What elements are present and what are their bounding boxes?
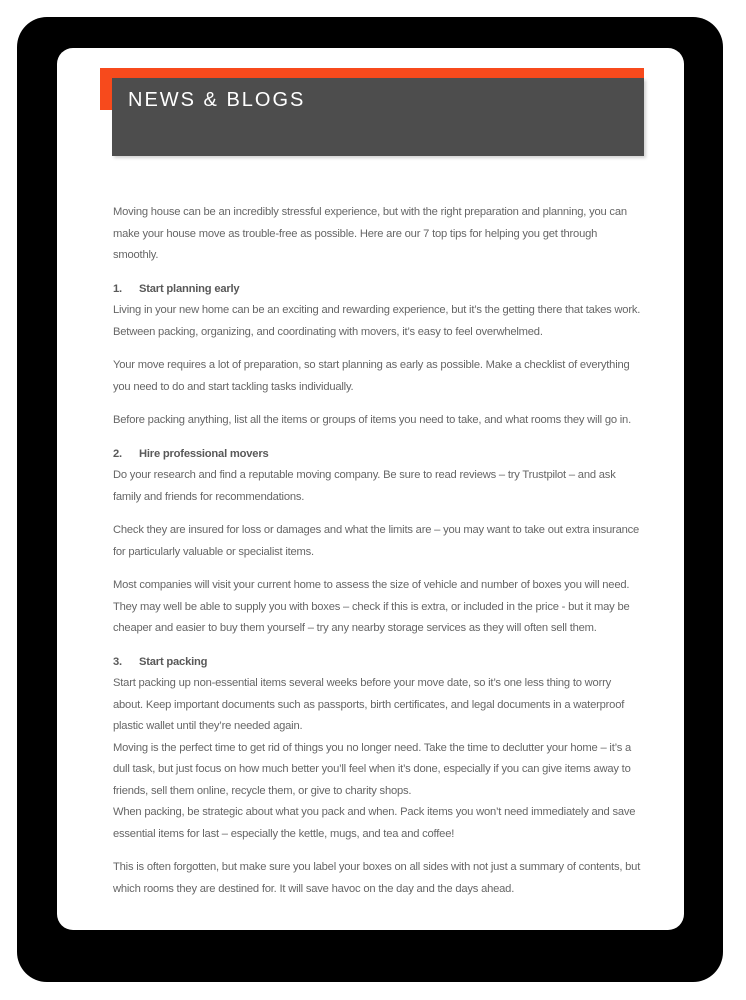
article-body (113, 202, 643, 900)
paragraph: Most companies will visit your current home to assess the size of vehicle and number of boxes you will need. They may well be able to supply you with boxes – check if this is extra, or included in the price - but it may be cheaper and easier to buy them yourself – try any nearby storage services as they will often sell them. (113, 579, 630, 634)
intro-paragraph: Moving house can be an incredibly stressful experience, but with the right preparation and planning, you can make your house move as trouble-free as possible. Here are our 7 top tips for helping you get through smoothly. (113, 206, 627, 261)
page-title: NEWS & BLOGS (128, 89, 306, 111)
paragraph: Before packing anything, list all the items or groups of items you need to take, and what rooms they will go in. (113, 414, 631, 426)
paragraph: Start packing up non-essential items several weeks before your move date, so it’s one less thing to worry about. Keep important documents such as passports, birth certificates, and legal documents in a waterproof plastic wallet until they’re needed again. (113, 677, 625, 732)
paragraph: Check they are insured for loss or damages and what the limits are – you may want to take out extra insurance for particularly valuable or specialist items. (113, 524, 640, 558)
section-1-title: Start planning early (139, 282, 240, 295)
section-2-title: Hire professional movers (139, 447, 269, 460)
paragraph: Your move requires a lot of preparation, so start planning as early as possible. Make a checklist of everything you need to do and start tackling tasks individually. (113, 359, 630, 393)
paragraph: Do your research and find a reputable moving company. Be sure to read reviews – try Trustpilot – and ask family and friends for recommendations. (113, 469, 616, 503)
header-banner (112, 78, 644, 156)
paragraph: When packing, be strategic about what you pack and when. Pack items you won’t need immediately and save essential items for last – especially the kettle, mugs, and tea and coffee! (113, 806, 636, 840)
paragraph: This is often forgotten, but make sure you label your boxes on all sides with not just a summary of contents, but which rooms they are destined for. It will save havoc on the day and the days ahead. (113, 861, 641, 895)
section-2-number: 2. (113, 447, 122, 460)
section-3-title: Start packing (139, 655, 208, 668)
paragraph: Moving is the perfect time to get rid of things you no longer need. Take the time to declutter your home – it’s a dull task, but just focus on how much better you’ll feel when it’s done, especially if you can give items away to friends, sell them online, recycle them, or give to charity shops. (113, 741, 632, 797)
section-3-heading (113, 652, 643, 674)
section-2-heading (113, 444, 643, 466)
section-1-heading (113, 279, 643, 301)
section-3-number: 3. (113, 655, 122, 668)
paragraph: Living in your new home can be an exciting and rewarding experience, but it’s the getting there that takes work. Between packing, organizing, and coordinating with movers, it’s easy to feel overwhelmed. (113, 304, 641, 338)
section-1-number: 1. (113, 282, 122, 295)
